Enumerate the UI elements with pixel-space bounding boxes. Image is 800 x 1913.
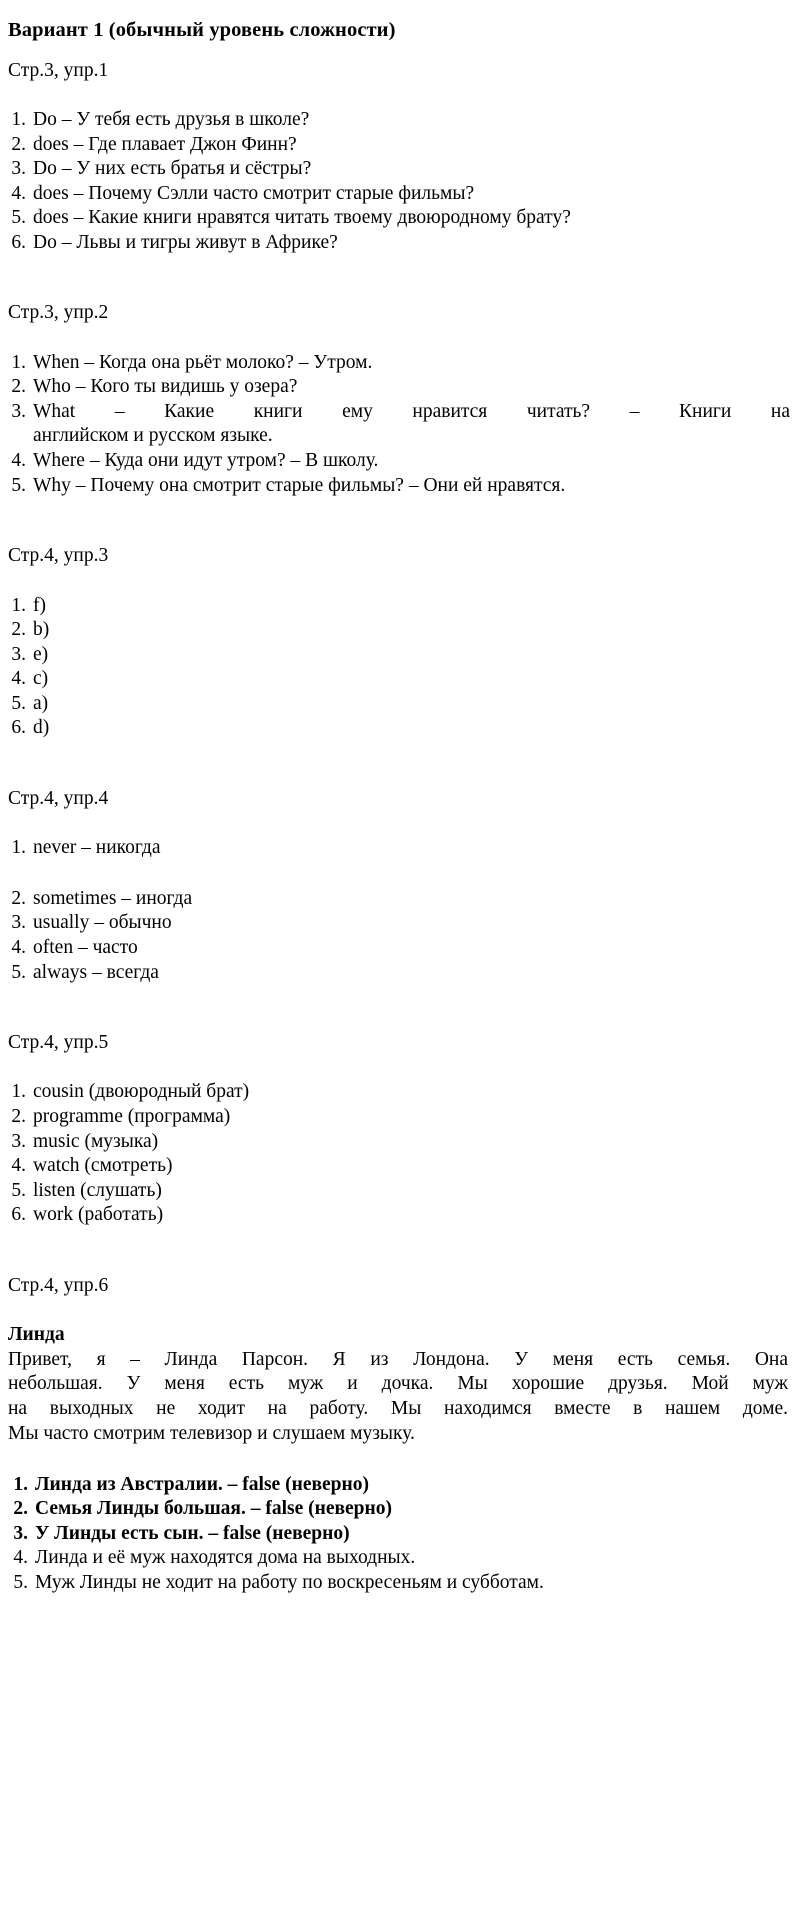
section-heading-ex6: Стр.4, упр.6 bbox=[8, 1274, 109, 1296]
list-item-text: Who – Кого ты видишь у озера? bbox=[33, 376, 298, 398]
list-marker: 5. bbox=[11, 207, 26, 229]
list-item-text: never – никогда bbox=[33, 837, 161, 859]
list-marker: 3. bbox=[11, 400, 26, 422]
paragraph-line: Привет, я – Линда Парсон. Я из Лондона. У меня есть семья. Она bbox=[8, 1348, 788, 1370]
list-item-text-line: What – Какие книги ему нравится читать? – Книги на bbox=[33, 400, 790, 422]
list-item-text: does – Почему Сэлли часто смотрит старые фильмы? bbox=[33, 182, 475, 204]
list-item-text: does – Где плавает Джон Финн? bbox=[33, 133, 297, 155]
list-item bbox=[8, 961, 790, 986]
answer-list-ex4-first bbox=[8, 836, 790, 861]
list-item bbox=[8, 474, 790, 499]
list-marker: 6. bbox=[11, 717, 26, 739]
list-item bbox=[8, 1080, 790, 1105]
statement-text: Линда из Австралии. – false (неверно) bbox=[35, 1473, 369, 1495]
list-item bbox=[8, 375, 790, 400]
paragraph-line: Мы часто смотрим телевизор и слушаем музыку. bbox=[8, 1422, 415, 1444]
list-item bbox=[8, 1154, 790, 1179]
list-item bbox=[8, 206, 790, 231]
list-marker: 3. bbox=[11, 158, 26, 180]
list-item-text: Do – У них есть братья и сёстры? bbox=[33, 158, 312, 180]
list-item-text: Why – Почему она смотрит старые фильмы? – Они ей нравятся. bbox=[33, 474, 566, 496]
linda-subtitle: Линда bbox=[8, 1324, 65, 1346]
spacer bbox=[8, 568, 790, 594]
answer-list-ex1 bbox=[8, 108, 790, 255]
list-item bbox=[8, 1179, 790, 1204]
list-marker: 5. bbox=[11, 692, 26, 714]
list-marker: 1. bbox=[11, 594, 26, 616]
list-item bbox=[8, 836, 790, 861]
table-row bbox=[8, 1522, 790, 1547]
statement-list-ex6 bbox=[8, 1473, 790, 1596]
list-marker: 4. bbox=[11, 668, 26, 690]
list-marker: 4. bbox=[11, 1155, 26, 1177]
list-item bbox=[8, 449, 790, 474]
answer-list-ex3 bbox=[8, 594, 790, 741]
list-marker: 1. bbox=[11, 837, 26, 859]
list-marker: 3. bbox=[11, 643, 26, 665]
table-row bbox=[8, 1497, 790, 1522]
list-marker: 1. bbox=[11, 1081, 26, 1103]
list-marker: 2. bbox=[11, 133, 26, 155]
spacer bbox=[8, 43, 790, 59]
spacer bbox=[8, 985, 790, 1031]
statement-text: Семья Линды большая. – false (неверно) bbox=[35, 1498, 393, 1520]
list-item-text: always – всегда bbox=[33, 961, 159, 983]
list-marker: 5. bbox=[13, 1571, 28, 1593]
list-marker: 3. bbox=[11, 912, 26, 934]
list-marker: 4. bbox=[11, 182, 26, 204]
section-heading-ex4: Стр.4, упр.4 bbox=[8, 787, 109, 809]
list-item-text bbox=[33, 400, 790, 449]
list-item bbox=[8, 1130, 790, 1155]
list-item-text: listen (слушать) bbox=[33, 1179, 162, 1201]
list-marker: 4. bbox=[13, 1547, 28, 1569]
list-item-text: When – Когда она рьёт молоко? – Утром. bbox=[33, 351, 373, 373]
list-item bbox=[8, 157, 790, 182]
table-row bbox=[8, 1473, 790, 1498]
list-item-text: e) bbox=[33, 643, 49, 665]
list-item bbox=[8, 667, 790, 692]
page-title: Вариант 1 (обычный уровень сложности) bbox=[8, 19, 396, 41]
list-marker: 6. bbox=[11, 231, 26, 253]
list-item bbox=[8, 936, 790, 961]
list-item bbox=[8, 618, 790, 643]
table-row bbox=[8, 1546, 790, 1571]
list-item-text: Do – Львы и тигры живут в Африке? bbox=[33, 231, 338, 253]
list-marker: 5. bbox=[11, 961, 26, 983]
list-marker: 2. bbox=[11, 619, 26, 641]
spacer bbox=[8, 1447, 790, 1473]
section-heading-ex3: Стр.4, упр.3 bbox=[8, 545, 109, 567]
list-item bbox=[8, 108, 790, 133]
list-item-text: does – Какие книги нравятся читать твоему двоюродному брату? bbox=[33, 207, 571, 229]
list-item bbox=[8, 133, 790, 158]
list-item-text: watch (смотреть) bbox=[33, 1155, 173, 1177]
list-item-text: often – часто bbox=[33, 936, 138, 958]
section-heading-ex1: Стр.3, упр.1 bbox=[8, 59, 109, 81]
table-row bbox=[8, 1571, 790, 1596]
spacer bbox=[8, 325, 790, 351]
spacer bbox=[8, 810, 790, 836]
list-marker: 5. bbox=[11, 1179, 26, 1201]
list-item-text: music (музыка) bbox=[33, 1130, 159, 1152]
list-item bbox=[8, 400, 790, 449]
list-item-text: d) bbox=[33, 717, 50, 739]
list-marker: 3. bbox=[13, 1522, 28, 1544]
spacer bbox=[8, 1228, 790, 1274]
spacer bbox=[8, 498, 790, 544]
linda-paragraph bbox=[8, 1348, 790, 1447]
spacer bbox=[8, 82, 790, 108]
list-marker: 3. bbox=[11, 1130, 26, 1152]
list-item bbox=[8, 911, 790, 936]
list-item-text: programme (программа) bbox=[33, 1106, 231, 1128]
list-marker: 2. bbox=[11, 376, 26, 398]
paragraph-line: на выходных не ходит на работу. Мы находимся вместе в нашем доме. bbox=[8, 1398, 788, 1420]
list-item bbox=[8, 643, 790, 668]
list-item bbox=[8, 182, 790, 207]
list-item bbox=[8, 351, 790, 376]
list-marker: 6. bbox=[11, 1204, 26, 1226]
list-item-text: usually – обычно bbox=[33, 912, 172, 934]
list-item bbox=[8, 692, 790, 717]
list-item bbox=[8, 231, 790, 256]
list-marker: 4. bbox=[11, 450, 26, 471]
spacer bbox=[8, 741, 790, 787]
paragraph-line: небольшая. У меня есть муж и дочка. Мы хорошие друзья. Мой муж bbox=[8, 1373, 788, 1395]
list-item-text: work (работать) bbox=[33, 1204, 164, 1226]
statement-text: Линда и её муж находятся дома на выходных. bbox=[35, 1547, 416, 1569]
list-marker: 5. bbox=[11, 474, 26, 496]
answer-list-ex5 bbox=[8, 1080, 790, 1227]
list-marker: 4. bbox=[11, 936, 26, 958]
spacer bbox=[8, 861, 790, 887]
list-item bbox=[8, 1203, 790, 1228]
list-marker: 2. bbox=[11, 1106, 26, 1128]
section-heading-ex2: Стр.3, упр.2 bbox=[8, 302, 109, 324]
list-item-text: Do – У тебя есть друзья в школе? bbox=[33, 108, 310, 130]
list-item-text: Where – Куда они идут утром? – В школу. bbox=[33, 450, 379, 471]
list-marker: 1. bbox=[13, 1473, 28, 1495]
statement-text: Муж Линды не ходит на работу по воскресеньям и субботам. bbox=[35, 1571, 544, 1593]
list-item bbox=[8, 594, 790, 619]
list-item-text: sometimes – иногда bbox=[33, 887, 193, 909]
list-marker: 1. bbox=[11, 108, 26, 130]
list-item bbox=[8, 887, 790, 912]
list-item-text: cousin (двоюродный брат) bbox=[33, 1081, 250, 1103]
section-heading-ex5: Стр.4, упр.5 bbox=[8, 1032, 109, 1054]
list-item-text-line: английском и русском языке. bbox=[33, 425, 273, 447]
list-marker: 2. bbox=[13, 1498, 28, 1520]
spacer bbox=[8, 1297, 790, 1323]
spacer bbox=[8, 1054, 790, 1080]
list-marker: 2. bbox=[11, 887, 26, 909]
answer-list-ex4-rest bbox=[8, 887, 790, 985]
list-marker: 1. bbox=[11, 351, 26, 373]
list-item bbox=[8, 716, 790, 741]
statement-text: У Линды есть сын. – false (неверно) bbox=[35, 1522, 350, 1544]
list-item bbox=[8, 1105, 790, 1130]
list-item-text: a) bbox=[33, 692, 49, 714]
spacer bbox=[8, 255, 790, 301]
answer-list-ex2 bbox=[8, 351, 790, 498]
list-item-text: f) bbox=[33, 594, 46, 616]
list-item-text: c) bbox=[33, 668, 49, 690]
list-item-text: b) bbox=[33, 619, 50, 641]
